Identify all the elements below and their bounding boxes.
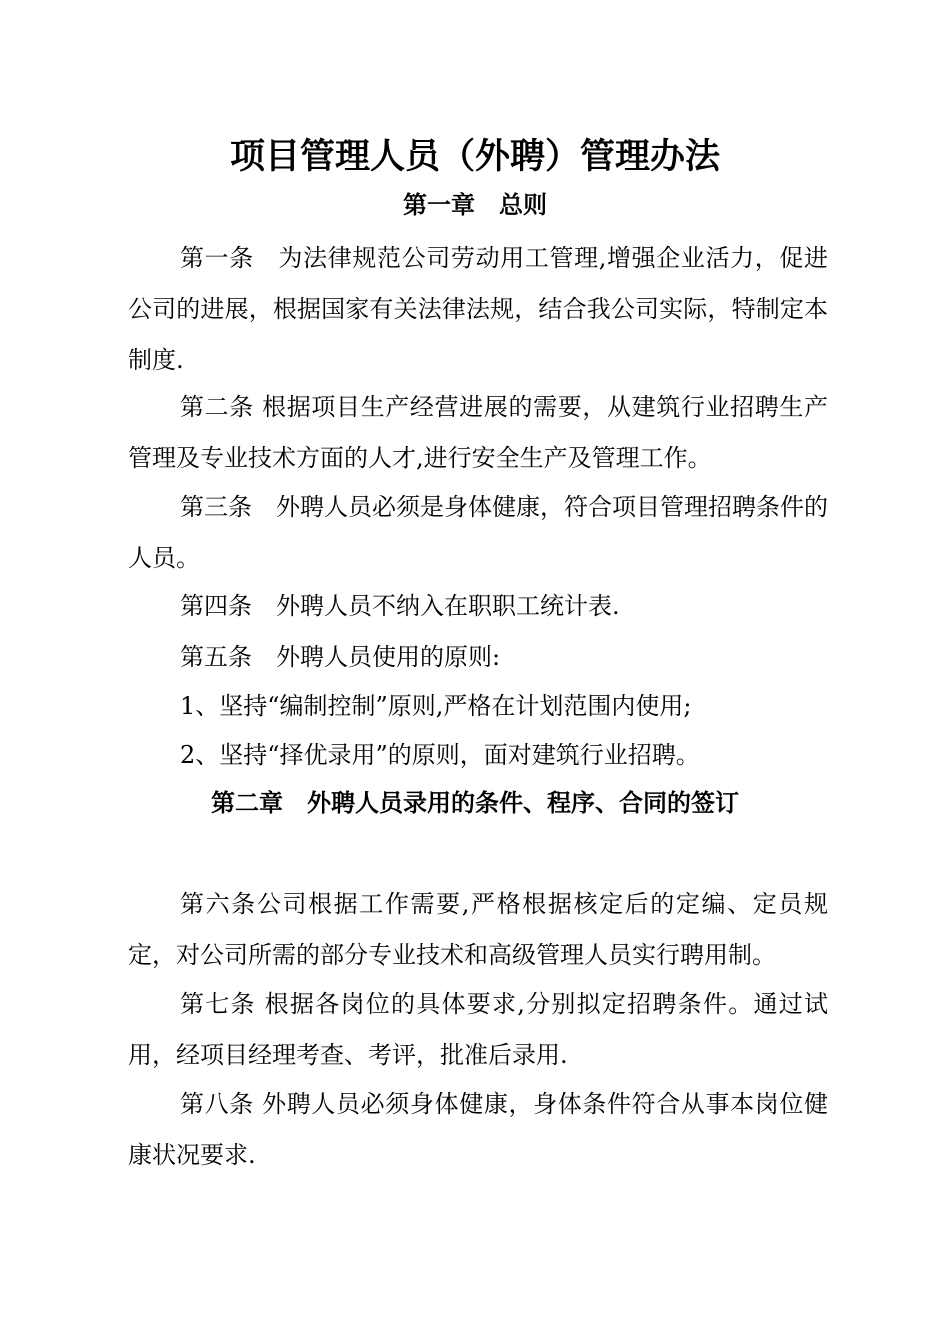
article-label: 第二条 [180, 393, 263, 421]
article-7 [128, 979, 828, 1081]
article-label: 第五条 [180, 643, 276, 671]
article-5 [128, 632, 828, 683]
article-text: 公司根据工作需要,严格根据核定后的定编、定员规定，对公司所需的部分专业技术和高级管理人员实行聘用制。 [128, 890, 828, 969]
chapter-heading-2: 第二章 外聘人员录用的条件、程序、合同的签订 [211, 788, 739, 817]
principle-item-1: 1、坚持“编制控制”原则,严格在计划范围内使用; [180, 692, 692, 720]
article-text: 外聘人员必须身体健康，身体条件符合从事本岗位健康状况要求. [128, 1090, 828, 1169]
article-text: 根据各岗位的具体要求,分别拟定招聘条件。通过试用，经项目经理考查、考评，批准后录用. [128, 990, 828, 1069]
article-label: 第三条 [180, 493, 276, 521]
article-text: 外聘人员不纳入在职职工统计表. [276, 592, 620, 620]
article-4 [128, 581, 828, 632]
article-label: 第七条 [180, 990, 265, 1018]
article-text: 外聘人员使用的原则: [276, 643, 501, 671]
article-text: 外聘人员必须是身体健康，符合项目管理招聘条件的人员。 [128, 493, 828, 572]
article-label: 第八条 [180, 1090, 263, 1118]
article-label: 第一条 [180, 244, 279, 272]
article-label: 第六条 [180, 890, 257, 918]
chapter-heading-1: 第一章 总则 [403, 190, 547, 219]
article-text: 为法律规范公司劳动用工管理,增强企业活力，促进公司的进展，根据国家有关法律法规，结合我公司实际，特制定本制度. [128, 244, 829, 374]
document-title: 项目管理人员（外聘）管理办法 [229, 136, 720, 177]
article-3 [128, 482, 828, 584]
article-label: 第四条 [180, 592, 276, 620]
article-1 [128, 233, 828, 386]
article-6 [128, 879, 828, 981]
principle-item-2: 2、坚持“择优录用”的原则，面对建筑行业招聘。 [180, 741, 700, 769]
article-2 [128, 382, 828, 484]
article-8 [128, 1079, 828, 1181]
article-text: 根据项目生产经营进展的需要，从建筑行业招聘生产管理及专业技术方面的人才,进行安全生产及管理工作。 [128, 393, 828, 472]
